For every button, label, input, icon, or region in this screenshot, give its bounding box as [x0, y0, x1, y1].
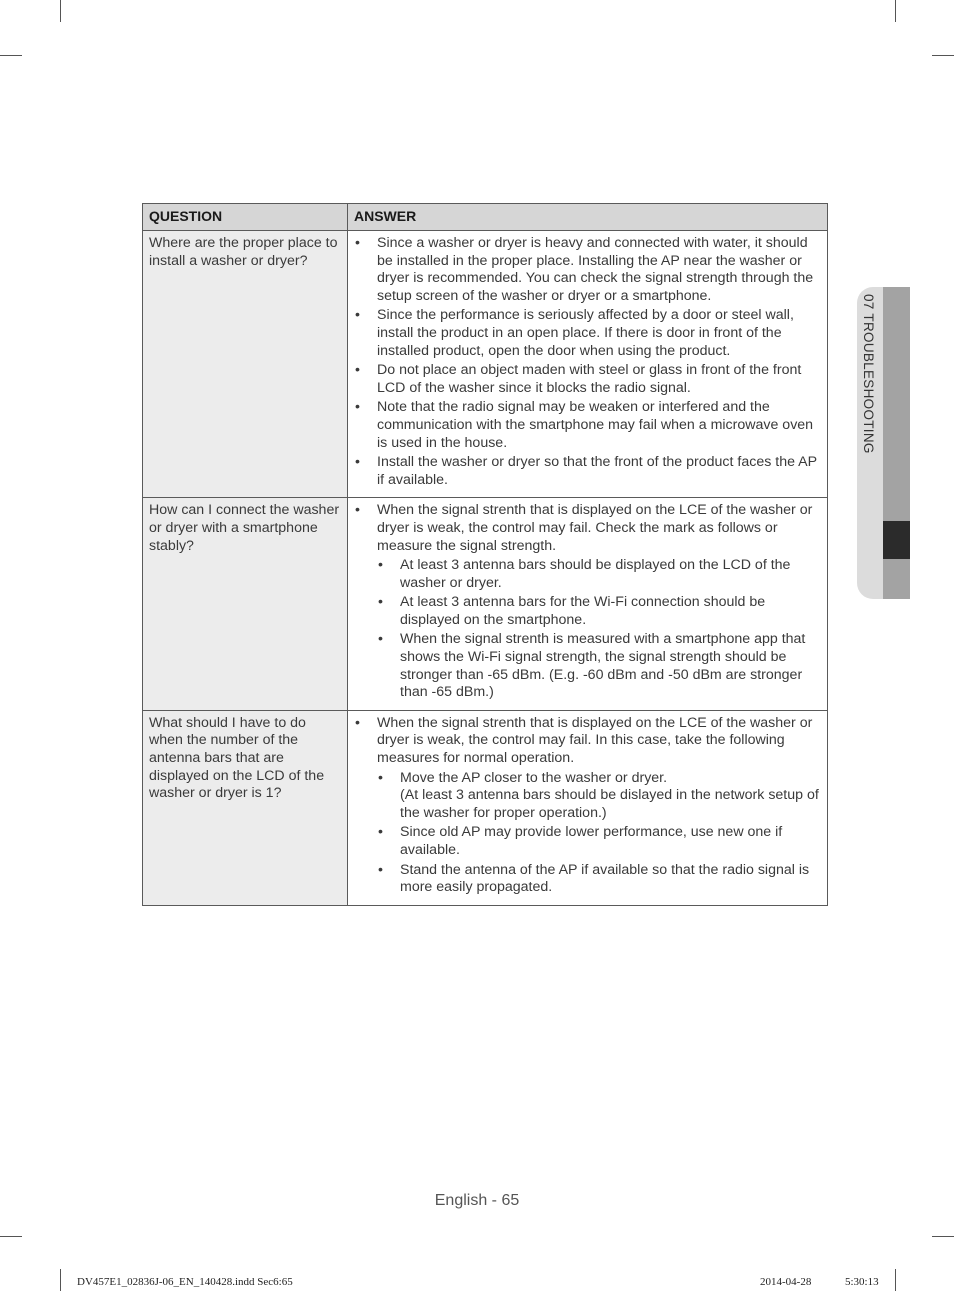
- sub-list-item: [377, 770, 822, 823]
- answer-list: [354, 715, 822, 897]
- chapter-tab-marker: [883, 521, 910, 559]
- slug-file: DV457E1_02836J-06_EN_140428.indd Sec6:65: [77, 1276, 293, 1288]
- list-item: • Since the performance is seriously affected by a door or steel wall, install the product in an open place. If there is door in front of the installed product, open the door when using the product.: [354, 307, 822, 360]
- slug-date: 2014-04-28: [760, 1276, 812, 1288]
- list-item: • Do not place an object maden with steel or glass in front of the front LCD of the washer since it blocks the radio signal.: [354, 362, 822, 397]
- question-header: QUESTION: [143, 204, 348, 231]
- sub-list-item: • Since old AP may provide lower performance, use new one if available.: [377, 824, 822, 859]
- list-item: [354, 502, 822, 702]
- crop-mark: [60, 0, 61, 22]
- page-number: English - 65: [434, 1192, 520, 1209]
- table-row: [143, 710, 828, 905]
- list-item: • Note that the radio signal may be weaken or interfered and the communication with the smartphone may fail when a microwave oven is used in the house.: [354, 399, 822, 452]
- crop-mark: [932, 1236, 954, 1237]
- answer-cell: [348, 498, 828, 711]
- sub-list: [377, 770, 822, 897]
- list-item: • Install the washer or dryer so that the front of the product faces the AP if available.: [354, 454, 822, 489]
- list-item-text: When the signal strenth that is displayed on the LCE of the washer or dryer is weak, the control may fail. In this case, take the following measures for normal operation.: [377, 714, 813, 767]
- question-cell: What should I have to do when the number of the antenna bars that are displayed on the LCD of the washer or dryer is 1?: [143, 710, 348, 905]
- answer-cell: [348, 710, 828, 905]
- table-header-row: [143, 204, 828, 231]
- table-row: [143, 498, 828, 711]
- crop-mark: [0, 1236, 22, 1237]
- sub-list-item: • When the signal strenth is measured with a smartphone app that shows the Wi-Fi signal strength, the signal strength should be stronger than -65 dBm. (E.g. -60 dBm and -50 dBm are stronger than -65 dBm.): [377, 631, 822, 701]
- sub-list: [377, 557, 822, 702]
- table-row: [143, 231, 828, 498]
- crop-mark: [60, 1269, 61, 1291]
- chapter-tab-label: 07 TROUBLESHOOTING: [861, 294, 876, 454]
- sub-list-note: (At least 3 antenna bars should be dislayed in the network setup of the washer for proper operation.): [400, 787, 819, 821]
- sub-list-item: • Stand the antenna of the AP if available so that the radio signal is more easily propagated.: [377, 862, 822, 897]
- question-cell: How can I connect the washer or dryer with a smartphone stably?: [143, 498, 348, 711]
- crop-mark: [932, 55, 954, 56]
- answer-header: ANSWER: [348, 204, 828, 231]
- answer-cell: [348, 231, 828, 498]
- slug-time: 5:30:13: [845, 1276, 879, 1288]
- list-item: • Since a washer or dryer is heavy and connected with water, it should be installed in the proper place. Installing the AP near the washer or dryer is recommended. You can check the signal strength through the setup screen of the washer or dryer or a smartphone.: [354, 235, 822, 305]
- answer-list: [354, 502, 822, 702]
- list-item: [354, 715, 822, 897]
- answer-list: [354, 235, 822, 489]
- sub-list-item-text: Move the AP closer to the washer or dryer.: [400, 769, 668, 786]
- crop-mark: [0, 55, 22, 56]
- sub-list-item: • At least 3 antenna bars should be displayed on the LCD of the washer or dryer.: [377, 557, 822, 592]
- list-item-text: When the signal strenth that is displayed on the LCE of the washer or dryer is weak, the control may fail. Check the mark as follows or measure the signal strength.: [377, 502, 813, 554]
- faq-table: [142, 203, 828, 906]
- crop-mark: [895, 0, 896, 22]
- question-cell: Where are the proper place to install a washer or dryer?: [143, 231, 348, 498]
- sub-list-item: • At least 3 antenna bars for the Wi-Fi connection should be displayed on the smartphone.: [377, 594, 822, 629]
- crop-mark: [895, 1269, 896, 1291]
